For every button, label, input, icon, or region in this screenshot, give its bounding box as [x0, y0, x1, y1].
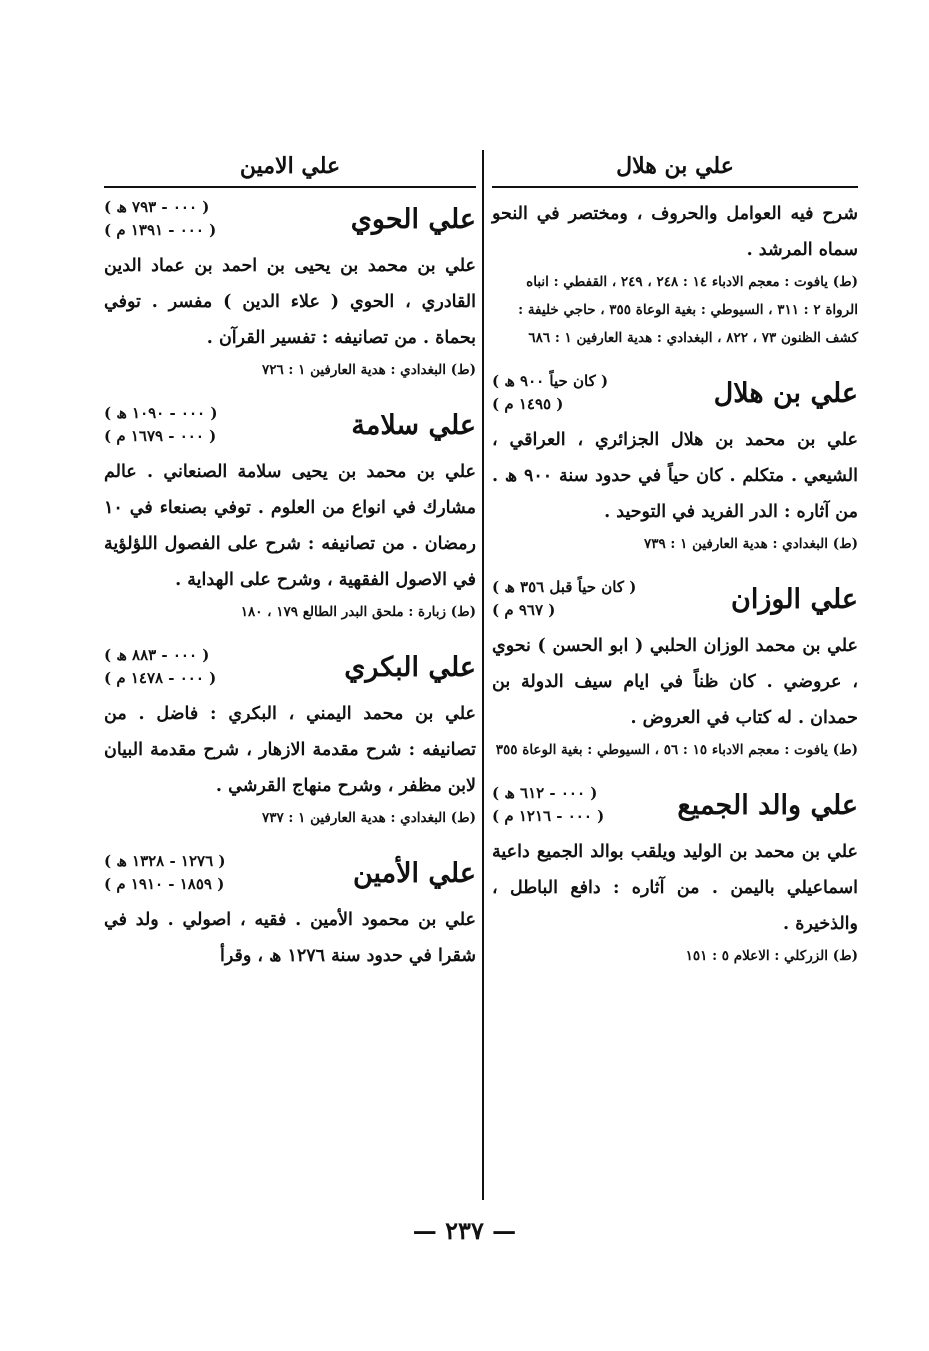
entry-dates	[104, 196, 216, 242]
entry-ali-walid-al-jami	[492, 782, 858, 970]
right-column	[492, 146, 858, 988]
entry-intro	[492, 196, 858, 352]
page-number: — ٢٣٧ —	[412, 1216, 517, 1245]
entry-paragraph: علي بن محمد الوزان الحلبي ( ابو الحسن ) نحوي ، عروضي . كان ظناً في ايام سيف الدولة بن حمدان . له كتاب في العروض .	[492, 636, 858, 728]
date-hijri: ( ٠٠٠ - ١٠٩٠ ھ )	[104, 404, 218, 422]
entry-ali-al-amin	[104, 850, 476, 974]
entry-dates	[104, 402, 217, 448]
entry-heading	[492, 576, 858, 622]
entry-reference: (ط) الزركلي : الاعلام ٥ : ١٥١	[685, 948, 858, 964]
entry-paragraph: علي بن محمد اليمني ، البكري : فاضل . من تصانيفه : شرح مقدمة الازهار ، شرح مقدمة البيان لابن مظفر ، وشرح منهاج القرشي .	[104, 704, 476, 796]
entry-dates	[492, 576, 636, 622]
entry-heading	[104, 402, 476, 448]
entry-dates	[492, 370, 608, 416]
date-hijri: ( ٠٠٠ - ٨٨٣ ھ )	[104, 646, 210, 664]
date-hijri: ( كان حياً ٩٠٠ ھ )	[492, 372, 609, 390]
entry-reference: (ط) زبارة : ملحق البدر الطالع ١٧٩ ، ١٨٠	[240, 604, 476, 620]
entry-name: علي الوزان	[731, 583, 858, 615]
entry-name: علي سلامة	[351, 409, 476, 441]
entry-ali-al-bakri	[104, 644, 476, 832]
entry-dates	[104, 850, 225, 896]
entry-heading	[104, 850, 476, 896]
entry-heading	[492, 370, 858, 416]
entry-reference: (ط) يافوت : معجم الادباء ١٥ : ٥٦ ، السيوطي : بغية الوعاة ٣٥٥	[495, 742, 858, 758]
left-column	[104, 146, 476, 992]
date-hijri: ( ٠٠٠ - ٧٩٣ ھ )	[104, 198, 210, 216]
right-column-header: علي بن هلال	[492, 146, 858, 188]
date-gregorian: ( ٠٠٠ - ١٣٩١ م )	[104, 221, 217, 239]
date-gregorian: ( ٠٠٠ - ١٦٧٩ م )	[104, 427, 217, 445]
column-divider	[482, 150, 484, 1200]
entry-paragraph: علي بن محمد بن يحيى سلامة الصنعاني . عالم مشارك في انواع من العلوم . توفي بصنعاء في ١٠ رمضان . من تصانيفه : شرح على الفصول اللؤلؤية في الاصول الفقهية ، وشرح على الهداية .	[104, 462, 476, 590]
entry-heading	[492, 782, 858, 828]
date-hijri: ( كان حياً قبل ٣٥٦ ھ )	[492, 578, 637, 596]
date-gregorian: ( ٠٠٠ - ١٤٧٨ م )	[104, 669, 217, 687]
entry-name: علي الحوي	[350, 203, 476, 235]
entry-ali-al-hawi	[104, 196, 476, 384]
date-gregorian: ( ١٤٩٥ م )	[492, 395, 564, 413]
entry-heading	[104, 644, 476, 690]
date-hijri: ( ١٢٧٦ - ١٣٢٨ ھ )	[104, 852, 226, 870]
date-gregorian: ( ٠٠٠ - ١٢١٦ م )	[492, 807, 605, 825]
date-hijri: ( ٠٠٠ - ٦١٢ ھ )	[492, 784, 598, 802]
date-gregorian: ( ٩٦٧ م )	[492, 601, 556, 619]
entry-reference: (ط) البغدادي : هدية العارفين ١ : ٧٣٧	[261, 810, 476, 826]
entry-dates	[492, 782, 604, 828]
left-column-header: علي الامين	[104, 146, 476, 188]
entry-ali-bin-hilal	[492, 370, 858, 558]
entry-reference: (ط) البغدادي : هدية العارفين ١ : ٧٣٩	[643, 536, 858, 552]
entry-paragraph: علي بن محمد بن هلال الجزائري ، العراقي ، الشيعي . متكلم . كان حياً في حدود سنة ٩٠٠ ھ . من آثاره : الدر الفريد في التوحيد .	[492, 430, 858, 522]
entry-paragraph: علي بن محمد بن الوليد ويلقب بوالد الجميع داعية اسماعيلي باليمن . من آثاره : دافع الباطل ، والذخيرة .	[492, 842, 858, 934]
entry-name: علي البكري	[344, 651, 476, 683]
entry-reference: (ط) يافوت : معجم الادباء ١٤ : ٢٤٨ ، ٢٤٩ ، القفطي : انباه الرواة ٢ : ٣١١ ، السيوطي : بغية الوعاة ٣٥٥ ، حاجي خليفة : كشف الظنون ٧٣ ، ٨٢٢ ، البغدادي : هدية العارفين ١ : ٦٨٦	[518, 274, 858, 346]
entry-name: علي الأمين	[352, 857, 476, 889]
date-gregorian: ( ١٨٥٩ - ١٩١٠ م )	[104, 875, 225, 893]
entry-paragraph: علي بن محمود الأمين . فقيه ، اصولي . ولد في شقرا في حدود سنة ١٢٧٦ ھ ، وقرأ	[104, 910, 476, 966]
entry-reference: (ط) البغدادي : هدية العارفين ١ : ٧٢٦	[261, 362, 476, 378]
entry-ali-salama	[104, 402, 476, 626]
entry-ali-al-wazzan	[492, 576, 858, 764]
entry-heading	[104, 196, 476, 242]
entry-paragraph: شرح فيه العوامل والحروف ، ومختصر في النحو سماه المرشد .	[492, 204, 858, 260]
entry-name: علي بن هلال	[713, 377, 858, 409]
entry-name: علي والد الجميع	[677, 789, 858, 821]
entry-paragraph: علي بن محمد بن يحيى بن احمد بن عماد الدين القادري ، الحوي ( علاء الدين ) مفسر . توفي بحماة . من تصانيفه : تفسير القرآن .	[104, 256, 476, 348]
entry-dates	[104, 644, 216, 690]
